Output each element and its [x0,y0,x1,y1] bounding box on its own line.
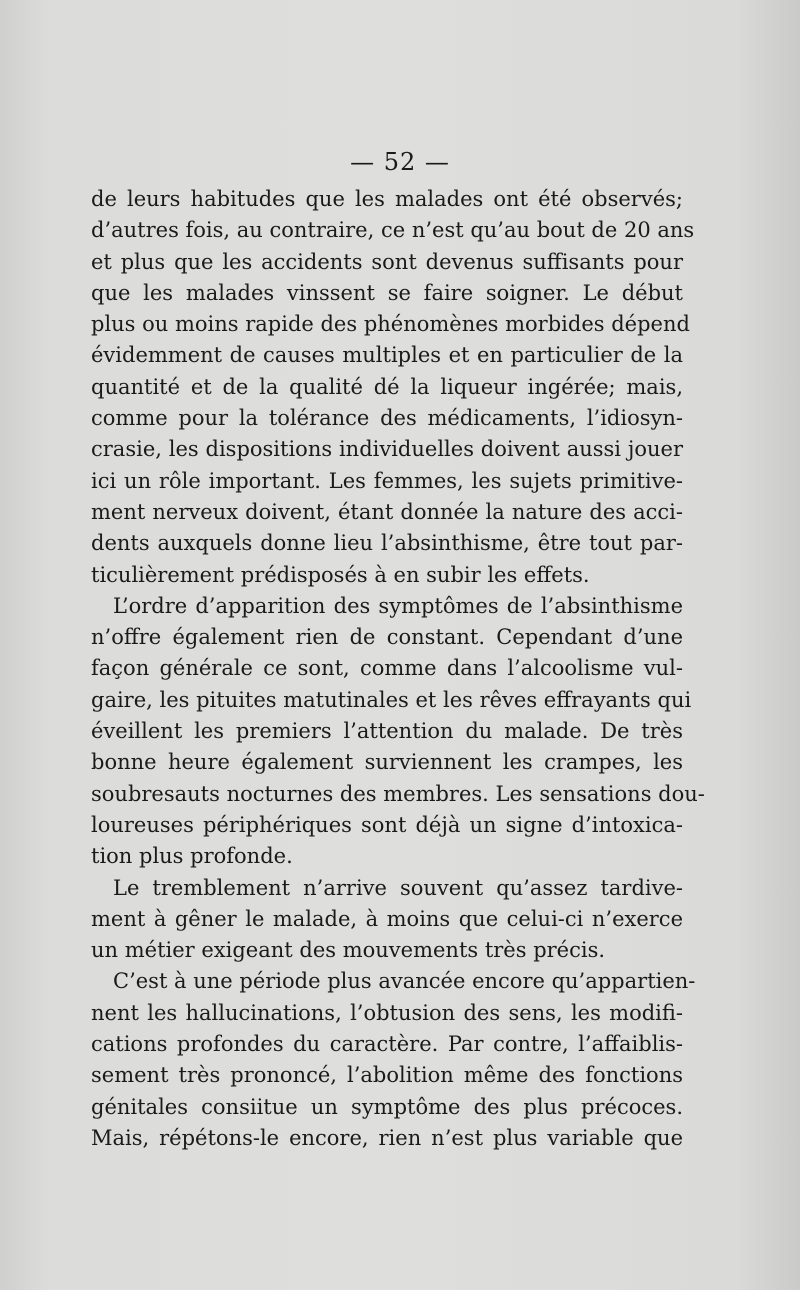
text-line: gaire, les pituites matutinales et les rêves effrayants qui [91,687,692,712]
text-line: n’offre également rien de constant. Cependant d’une [91,625,683,650]
text-line: de leurs habitudes que les malades ont été observés; [91,187,683,211]
text-line: Mais, répétons-le encore, rien n’est plus variable que [91,1125,683,1150]
text-line: L’ordre d’apparition des symptômes de l’absinthisme [113,593,683,618]
text-line: comme pour la tolérance des médicaments, l’idiosyn- [91,406,683,431]
text-line: sement très prononcé, l’abolition même des fonctions [91,1063,683,1088]
text-line: tion plus profonde. [91,844,293,869]
text-line: nent les hallucinations, l’obtusion des sens, les modifi- [91,1000,683,1025]
text-line: éveillent les premiers l’attention du malade. De très [91,719,683,744]
body-text [91,184,705,1154]
text-line: que les malades vinssent se faire soigner. Le début [91,280,683,305]
text-line: génitales consiitue un symptôme des plus précoces. [91,1094,683,1119]
text-line: un métier exigeant des mouvements très précis. [91,938,606,963]
text-line: dents auxquels donne lieu l’absinthisme, être tout par- [91,531,683,556]
text-line: crasie, les dispositions individuelles doivent aussi jouer [91,437,683,462]
text-line: d’autres fois, au contraire, ce n’est qu’au bout de 20 ans [91,218,695,243]
text-line: et plus que les accidents sont devenus suffisants pour [91,249,683,274]
text-line: bonne heure également surviennent les crampes, les [91,750,683,775]
text-line: cations profondes du caractère. Par contre, l’affaiblis- [91,1032,683,1057]
text-line: loureuses périphériques sont déjà un signe d’intoxica- [91,812,683,837]
text-line: Le tremblement n’arrive souvent qu’assez tardive- [113,875,683,900]
text-line: ment à gêner le malade, à moins que celui-ci n’exerce [91,906,683,931]
text-line: ticulièrement prédisposés à en subir les effets. [91,562,590,587]
text-line: ici un rôle important. Les femmes, les sujets primitive- [91,468,683,493]
text-line: soubresauts nocturnes des membres. Les sensations dou- [91,781,705,806]
text-line: plus ou moins rapide des phénomènes morbides dépend [91,312,690,337]
text-line: façon générale ce sont, comme dans l’alcoolisme vul- [91,656,683,681]
text-line: C’est à une période plus avancée encore qu’appartien- [113,969,696,994]
text-line: quantité et de la qualité dé la liqueur ingérée; mais, [91,374,683,399]
text-line: évidemment de causes multiples et en particulier de la [91,343,683,368]
text-line: ment nerveux doivent, étant donnée la nature des acci- [91,499,683,524]
page-number: — 52 — [350,148,450,176]
